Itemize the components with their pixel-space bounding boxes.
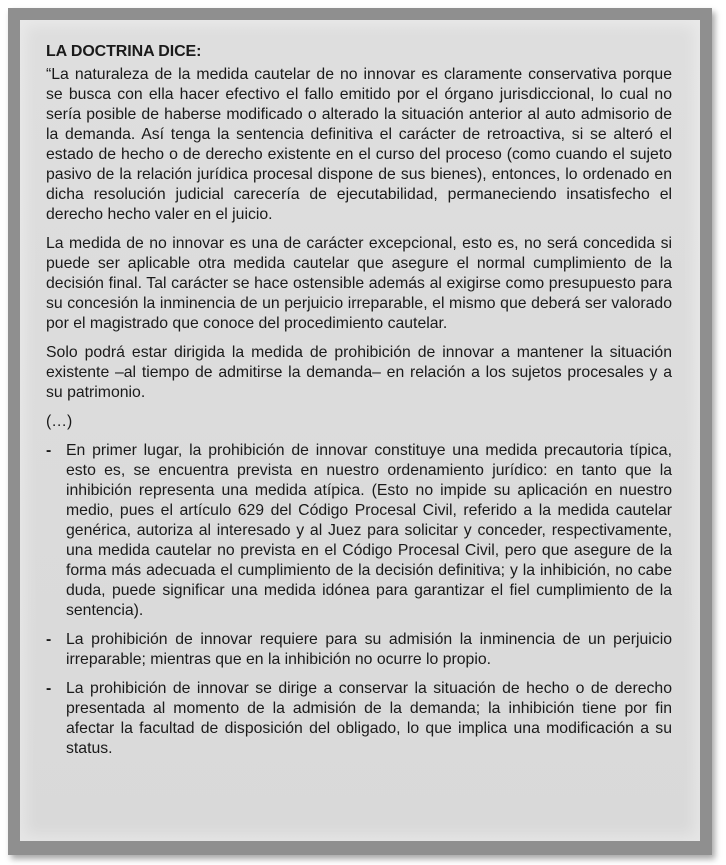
doctrine-heading: LA DOCTRINA DICE: — [46, 43, 202, 60]
paragraph-exceptional: La medida de no innovar es una de carácter excepcional, esto es, no será concedida si puede ser aplicable otra medida cautelar que asegure el normal cumplimiento de la decisión final. Tal carácter se hace ostensible además al exigirse como presupuesto para su concesión la inminencia de un perjuicio irreparable, el mismo que deberá ser valorado por el magistrado que conoce del procedimiento cautelar. — [46, 235, 672, 332]
list-item-text: La prohibición de innovar requiere para su admisión la inminencia de un perjuicio irreparable; mientras que en la inhibición no ocurre lo propio. — [66, 631, 672, 668]
paragraph-scope: Solo podrá estar dirigida la medida de prohibición de innovar a mantener la situación existente –al tiempo de admitirse la demanda– en relación a los sujetos procesales y a su patrimonio. — [46, 344, 672, 401]
list-item-text: La prohibición de innovar se dirige a conservar la situación de hecho o de derecho presentada al momento de la admisión de la demanda; la inhibición tiene por fin afectar la facultad de disposición del obligado, lo que implica una modificación a su status. — [66, 680, 672, 757]
dash-marker: - — [46, 680, 52, 697]
paragraph-nature: “La naturaleza de la medida cautelar de no innovar es claramente conservativa porque se busca con ella hacer efectivo el fallo emitido por el órgano jurisdiccional, lo cual no sería posible de haberse modificado o alterado la situación anterior al auto admisorio de la demanda. Así tenga la sentencia definitiva el carácter de retroactiva, si se alteró el estado de hecho o de derecho existente en el curso del proceso (como cuando el sujeto pasivo de la relación jurídica procesal dispone de sus bienes), entonces, lo ordenado en dicha resolución judicial carecería de ejecutabilidad, permaneciendo insatisfecho el derecho hecho valer en el juicio. — [46, 66, 672, 223]
list-item — [46, 441, 672, 621]
dash-marker: - — [46, 442, 52, 459]
comparison-list — [46, 441, 672, 759]
doctrine-box-frame — [8, 8, 712, 855]
list-item — [46, 630, 672, 670]
dash-marker: - — [46, 631, 52, 648]
doctrine-box-panel — [20, 20, 700, 841]
doctrine-content — [46, 42, 672, 768]
list-item-text: En primer lugar, la prohibición de innovar constituye una medida precautoria típica, esto es, se encuentra prevista en nuestro ordenamiento jurídico: en tanto que la inhibición representa una medida atípica. (Esto no impide su aplicación en nuestro medio, pues el artículo 629 del Código Procesal Civil, referido a la medida cautelar genérica, autoriza al interesado y al Juez para solicitar y conceder, respectivamente, una medida cautelar no prevista en el Código Procesal Civil, pero que asegure de la forma más adecuada el cumplimiento de la decisión definitiva; y la inhibición, no cabe duda, puede significar una medida idónea para garantizar el fiel cumplimiento de la sentencia). — [66, 442, 672, 619]
list-item — [46, 679, 672, 759]
omission-marker: (…) — [46, 413, 73, 430]
